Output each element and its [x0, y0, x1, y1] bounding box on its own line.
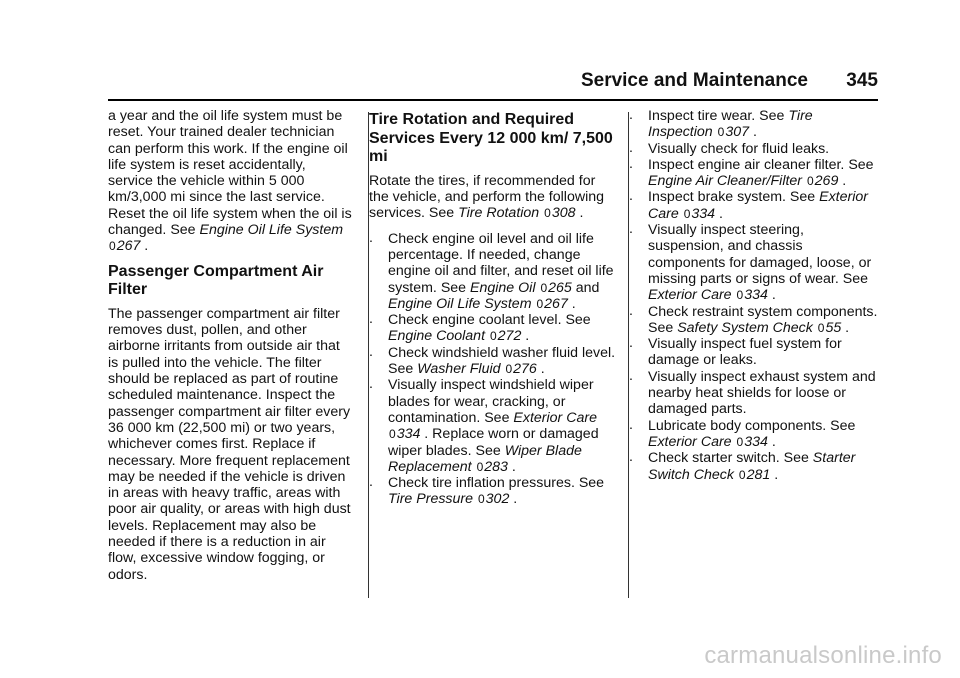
page-reference-icon: 0 — [736, 288, 744, 303]
page-reference[interactable]: 265 — [548, 279, 572, 296]
bullet-icon: . — [629, 107, 633, 123]
list-item: . Check restraint system components. See Safety System Check 055 . — [629, 302, 878, 336]
page-reference[interactable]: 334 — [691, 205, 716, 222]
list-item: . Inspect tire wear. See Tire Inspection 0307 . — [629, 107, 813, 141]
page-reference-icon: 0 — [540, 280, 548, 295]
cross-reference-link[interactable]: Washer Fluid — [417, 361, 501, 378]
list-item: . Check tire inflation pressures. See Tire Pressure 0302 . — [369, 474, 605, 508]
list-item: . Check engine oil level and oil life percentage. If needed, change engine oil and filter, and reset oil life system. See Engine Oil 0265 and Engine Oil Life System 0267 . — [369, 229, 614, 312]
bullet-icon: . — [629, 221, 633, 238]
list-item: . Inspect brake system. See Exterior Care 0334 . — [629, 188, 869, 222]
paragraph-tire-rotation-intro: Rotate the tires, if recommended for the vehicle, and perform the following services. See Tire Rotation 0308 . — [369, 172, 605, 222]
list-item: . Lubricate body components. See Exterior Care 0334 . — [629, 416, 856, 450]
page-reference-icon: 0 — [817, 320, 825, 335]
page-reference-icon: 0 — [683, 206, 691, 221]
cross-reference-link[interactable]: Engine Oil — [470, 279, 536, 296]
header-rule — [108, 99, 878, 101]
page-reference-icon: 0 — [109, 239, 116, 254]
section-title: Service and Maintenance — [580, 70, 808, 91]
bullet-icon: . — [629, 139, 633, 156]
list-item: . Visually inspect windshield wiper blades for wear, cracking, or contamination. See Exterior Care 0334 . Replace worn or damaged wiper blades. See Wiper Blade Replacement 0283 . — [369, 376, 599, 475]
paragraph-oil-life: a year and the oil life system must be reset. Your trained dealer technician can perform this work. If the engine oil life system is reset accidentally, service the vehicle within 5 000 km/3,000 mi since the last service. Reset the oil life system when the oil is changed. See Engine Oil Life System 0267 . — [108, 108, 352, 255]
page-reference[interactable]: 272 — [497, 328, 522, 345]
list-item: . Inspect engine air cleaner filter. See Engine Air Cleaner/Filter 0269 . — [629, 155, 874, 190]
cross-reference-link[interactable]: Exterior Care — [648, 189, 869, 222]
bullet-icon: . — [629, 335, 633, 352]
list-item: . Check windshield washer fluid level. See Washer Fluid 0276 . — [369, 343, 616, 378]
bullet-icon: . — [629, 302, 633, 319]
bullet-icon: . — [629, 367, 633, 384]
list-item: . Visually inspect steering, suspension, and chassis components for damaged, loose, or missing parts or signs of wear. See Exterior Care 0334 . — [629, 221, 872, 304]
page-reference[interactable]: 307 — [725, 124, 749, 141]
list-item: . Check starter switch. See Starter Switch Check 0281 . — [629, 449, 856, 483]
cross-reference-link[interactable]: Safety System Check — [677, 319, 813, 336]
page-reference[interactable]: 55 — [825, 319, 842, 336]
bullet-icon: . — [369, 474, 373, 491]
bullet-icon: . — [629, 416, 633, 433]
page-reference-icon: 0 — [806, 174, 814, 189]
page-reference-icon: 0 — [389, 427, 396, 442]
list-item: . Visually inspect fuel system for damage or leaks. — [629, 335, 842, 369]
heading-tire-rotation: Tire Rotation and Required Services Every 12 000 km/ 7,500 mi — [369, 111, 613, 166]
list-item: . Visually inspect exhaust system and nearby heat shields for loose or damaged parts. — [629, 367, 876, 418]
page-reference[interactable]: 283 — [484, 458, 508, 475]
column-right — [629, 108, 879, 483]
cross-reference-link[interactable]: Starter Switch Check — [648, 450, 856, 483]
page-reference-icon: 0 — [477, 492, 485, 507]
cross-reference-link[interactable]: Engine Oil Life System — [199, 222, 344, 239]
cross-reference-link[interactable]: Exterior Care — [648, 433, 732, 450]
cross-reference-link[interactable]: Engine Coolant — [388, 328, 486, 345]
column-left — [108, 108, 353, 583]
paragraph-air-filter: The passenger compartment air filter removes dust, pollen, and other airborne irritants from outside air that is pulled into the vehicle. The filter should be replaced as part of routine scheduled maintenance. Inspect the passenger compartment air filter every 36 000 km (22,500 mi) or two years, whichever comes first. Replace if necessary. More frequent replacement may be needed if the vehicle is driven in areas with heavy traffic, areas with poor air quality, or areas with high dust levels. Replacement may also be needed if there is a reduction in air flow, excessive window fogging, or odors. — [108, 305, 351, 583]
list-item: . Check engine coolant level. See Engine Coolant 0272 . — [369, 311, 591, 345]
cross-reference-link[interactable]: Exterior Care — [513, 409, 597, 426]
cross-reference-link[interactable]: Exterior Care — [648, 287, 732, 304]
cross-reference-link[interactable]: Tire Rotation — [458, 205, 540, 222]
page-reference-icon: 0 — [544, 206, 551, 221]
cross-reference-link[interactable]: Engine Air Cleaner/Filter — [648, 173, 803, 190]
page-reference-icon: 0 — [505, 362, 513, 377]
page-reference[interactable]: 308 — [551, 205, 576, 222]
page-reference-icon: 0 — [736, 434, 744, 449]
cross-reference-link[interactable]: Wiper Blade Replacement — [388, 442, 582, 475]
page-reference-icon: 0 — [489, 329, 497, 344]
cross-reference-link[interactable]: Tire Inspection — [648, 108, 813, 141]
page-header — [108, 70, 878, 100]
watermark-text: carmanualsonline.info — [704, 642, 942, 669]
page-reference-icon: 0 — [536, 296, 544, 311]
page-reference[interactable]: 267 — [544, 295, 568, 312]
bullet-icon: . — [629, 155, 633, 172]
bullet-icon: . — [369, 376, 373, 393]
heading-passenger-compartment-air-filter: Passenger Compartment Air Filter — [108, 262, 324, 299]
page-number: 345 — [846, 70, 878, 91]
list-item: . Visually check for fluid leaks. — [629, 139, 830, 157]
page-reference[interactable]: 267 — [116, 238, 141, 255]
page-reference[interactable]: 334 — [744, 287, 768, 304]
cross-reference-link[interactable]: Tire Pressure — [388, 491, 474, 508]
cross-reference-link[interactable]: Engine Oil Life System — [388, 295, 532, 312]
page-reference-icon: 0 — [476, 459, 484, 474]
bullet-icon: . — [369, 229, 373, 246]
bullet-icon: . — [629, 449, 633, 466]
column-middle — [369, 108, 617, 508]
page-reference-icon: 0 — [738, 467, 746, 482]
page-reference-icon: 0 — [717, 125, 725, 140]
page-reference[interactable]: 334 — [396, 426, 421, 443]
bullet-icon: . — [629, 188, 633, 205]
bullet-icon: . — [369, 343, 373, 360]
page-reference[interactable]: 276 — [513, 361, 537, 378]
page-reference[interactable]: 281 — [746, 466, 771, 483]
page-reference[interactable]: 269 — [814, 173, 839, 190]
page-reference[interactable]: 302 — [485, 491, 510, 508]
bullet-icon: . — [369, 311, 373, 328]
page-reference[interactable]: 334 — [744, 433, 768, 450]
